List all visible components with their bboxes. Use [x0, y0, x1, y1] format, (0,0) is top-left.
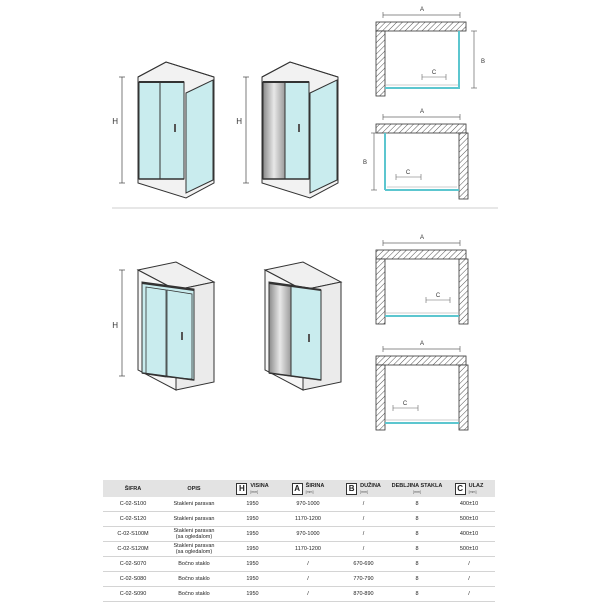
dimension-a-label: A [419, 341, 425, 347]
cell-sirina: / [280, 572, 336, 587]
dimension-c-label: C [431, 70, 437, 76]
cell-sirina: 970-1000 [280, 527, 336, 542]
table-row [103, 497, 495, 512]
dimension-c-label: C [435, 293, 441, 299]
cell-sirina: / [280, 557, 336, 572]
cell-visina: 1950 [225, 542, 280, 557]
door-handle [308, 334, 310, 342]
side-glass-panel [186, 80, 213, 193]
header-debljina: DEBLJINA STAKLA [mm] [391, 480, 443, 497]
table-row [103, 557, 495, 572]
height-label: H [112, 321, 118, 330]
cell-debljina: 8 [391, 557, 443, 572]
cell-ulaz: / [443, 587, 495, 602]
cell-sirina: 970-1000 [280, 497, 336, 512]
specification-table [103, 480, 495, 602]
view-niche-enclosure-mirror [265, 262, 341, 390]
cell-sifra: C-02-S080 [103, 572, 163, 587]
cell-sirina: / [280, 587, 336, 602]
cell-sifra: C-02-S090 [103, 587, 163, 602]
cell-duzina: / [336, 542, 391, 557]
dimension-c-label: C [405, 170, 411, 176]
cell-debljina: 8 [391, 587, 443, 602]
cell-debljina: 8 [391, 572, 443, 587]
cell-ulaz: 400±10 [443, 497, 495, 512]
cell-sifra: C-02-S070 [103, 557, 163, 572]
plan-view-corner-2 [363, 109, 468, 199]
letter-c-icon: C [455, 483, 466, 495]
cell-ulaz: 500±10 [443, 542, 495, 557]
cell-duzina: 770-790 [336, 572, 391, 587]
dimension-a-label: A [419, 109, 425, 115]
cell-visina: 1950 [225, 587, 280, 602]
cell-opis: Stakleni paravan (sa ogledalom) [163, 527, 225, 542]
letter-h-icon: H [236, 483, 247, 495]
view-corner-enclosure-mirror [236, 62, 338, 198]
cell-visina: 1950 [225, 572, 280, 587]
cell-sifra: C-02-S120 [103, 512, 163, 527]
cell-duzina: 870-890 [336, 587, 391, 602]
cell-debljina: 8 [391, 497, 443, 512]
cell-opis: Stakleni paravan [163, 497, 225, 512]
header-visina: H VISINA [mm] [225, 480, 280, 497]
table-header-row [103, 480, 495, 497]
cell-debljina: 8 [391, 527, 443, 542]
header-ulaz: C ULAZ [mm] [443, 480, 495, 497]
table-row [103, 527, 495, 542]
cell-duzina: / [336, 512, 391, 527]
header-opis: OPIS [163, 480, 225, 497]
cell-debljina: 8 [391, 542, 443, 557]
cell-opis: Stakleni paravan (sa ogledalom) [163, 542, 225, 557]
dimension-b-label: B [480, 59, 486, 65]
cell-opis: Bočno staklo [163, 557, 225, 572]
niche-glass-panel [142, 282, 194, 380]
cell-sifra: C-02-S120M [103, 542, 163, 557]
cell-sirina: 1170-1200 [280, 512, 336, 527]
door-handle [298, 124, 300, 132]
table-row [103, 587, 495, 602]
dimension-a-label: A [419, 235, 425, 241]
door-handle [174, 124, 176, 132]
header-sirina: A ŠIRINA [mm] [280, 480, 336, 497]
cell-ulaz: / [443, 572, 495, 587]
table-row [103, 512, 495, 527]
plan-view-corner-1 [376, 7, 485, 96]
plan-view-niche-1 [376, 235, 468, 324]
cell-opis: Bočno staklo [163, 587, 225, 602]
table-row [103, 542, 495, 557]
plan-view-niche-2 [376, 341, 468, 430]
cell-visina: 1950 [225, 557, 280, 572]
cell-ulaz: / [443, 557, 495, 572]
front-glass-panel [139, 82, 184, 179]
cell-sifra: C-02-S100M [103, 527, 163, 542]
letter-b-icon: B [346, 483, 357, 495]
view-niche-enclosure [112, 262, 214, 390]
header-duzina: B DUŽINA [mm] [336, 480, 391, 497]
view-corner-enclosure [112, 62, 214, 198]
height-label: H [112, 117, 118, 126]
mirror-panel [263, 82, 285, 179]
cell-debljina: 8 [391, 512, 443, 527]
cell-duzina: / [336, 497, 391, 512]
cell-sifra: C-02-S100 [103, 497, 163, 512]
cell-visina: 1950 [225, 527, 280, 542]
header-sifra: ŠIFRA [103, 480, 163, 497]
cell-ulaz: 500±10 [443, 512, 495, 527]
dimension-b-label: B [362, 160, 368, 166]
dimension-c-label: C [402, 401, 408, 407]
sliding-glass-door [285, 82, 309, 179]
cell-duzina: / [336, 527, 391, 542]
cell-opis: Stakleni paravan [163, 512, 225, 527]
cell-sirina: 1170-1200 [280, 542, 336, 557]
letter-a-icon: A [292, 483, 303, 495]
cell-duzina: 670-690 [336, 557, 391, 572]
cell-ulaz: 400±10 [443, 527, 495, 542]
sliding-glass-door [291, 285, 321, 380]
table-row [103, 572, 495, 587]
cell-visina: 1950 [225, 497, 280, 512]
dimension-a-label: A [419, 7, 425, 13]
door-handle [181, 332, 183, 340]
cell-opis: Bočno staklo [163, 572, 225, 587]
cell-visina: 1950 [225, 512, 280, 527]
height-label: H [236, 117, 242, 126]
mirror-panel [269, 282, 291, 376]
side-glass-panel [310, 80, 337, 193]
